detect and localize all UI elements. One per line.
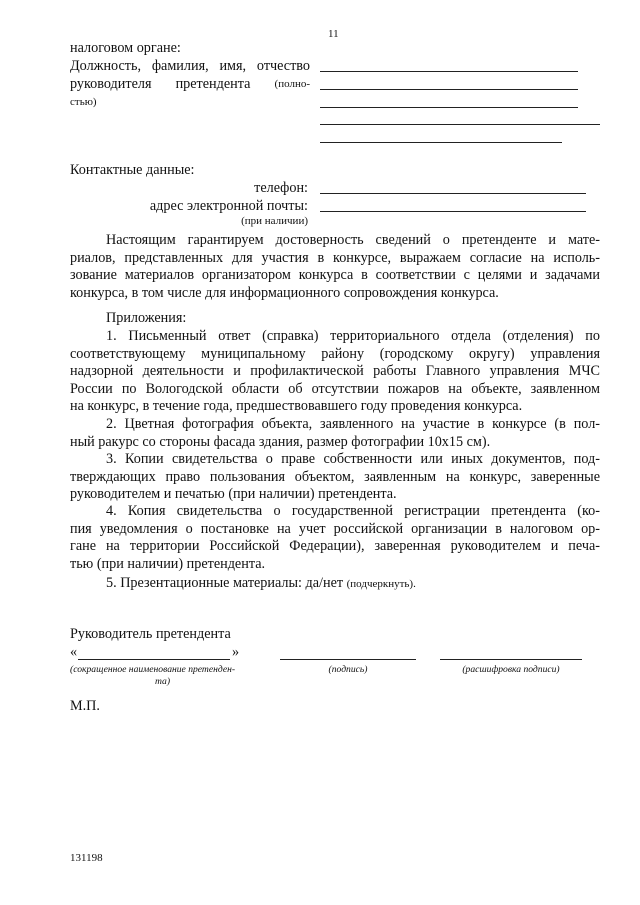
attachment-line: тью (при наличии) претендента. xyxy=(70,555,266,572)
caption-decode: (расшифровка подписи) xyxy=(462,664,560,675)
fill-line-position-5 xyxy=(320,142,562,143)
fill-line-position-3 xyxy=(320,107,578,108)
email-label: адрес электронной почты: xyxy=(149,198,308,214)
guarantee-line: риалов, представленных для участия в конкурсе, выражаем согласие на исполь- xyxy=(70,249,600,266)
phone-label: телефон: xyxy=(254,180,308,196)
position-label-word2: претендента xyxy=(175,76,251,92)
phone-fill-line xyxy=(320,193,586,194)
attachment-line: 3. Копии свидетельства о праве собственности или иных документов, под- xyxy=(106,451,600,467)
position-label-word1: руководителя xyxy=(70,76,152,92)
fill-line-position-2 xyxy=(320,89,578,90)
tax-authority-line: налоговом органе: xyxy=(70,40,181,56)
signature-fill-line xyxy=(280,659,416,660)
attachment-item-2 xyxy=(70,416,600,451)
attachment-item-5-text: 5. Презентационные материалы: да/нет xyxy=(106,575,344,591)
attachment-item-1 xyxy=(70,328,600,416)
attachment-line: пия уведомления о постановке на учет российской организации в налоговом ор- xyxy=(70,520,600,537)
signature-title: Руководитель претендента xyxy=(70,626,231,642)
quote-open: « xyxy=(70,644,78,660)
position-label-line1: Должность, фамилия, имя, отчество xyxy=(70,58,310,74)
quote-close: » xyxy=(232,644,240,660)
page-number: 11 xyxy=(328,28,339,40)
attachment-line: на конкурс, в течение года, предшествовавшего году проведения конкурса. xyxy=(70,398,523,415)
guarantee-paragraph xyxy=(70,232,600,302)
caption-org-name-1: (сокращенное наименование претенден- xyxy=(70,664,236,675)
attachment-line: ный ракурс со стороны фасада здания, размер фотографии 10х15 см). xyxy=(70,433,491,450)
attachment-item-3 xyxy=(70,451,600,504)
org-name-fill-line xyxy=(78,659,230,660)
guarantee-line: зование материалов организатором конкурса в соответствии с целями и задачами xyxy=(70,267,600,284)
attachment-line: тверждающих право пользования объектом, заявленным на конкурс, заверенные xyxy=(70,468,600,485)
footer-code: 131198 xyxy=(70,852,103,864)
attachment-line: руководителем и печатью (при наличии) претендента. xyxy=(70,486,397,503)
attachments-title: Приложения: xyxy=(106,310,187,326)
attachment-line: 4. Копия свидетельства о государственной регистрации претендента (ко- xyxy=(106,503,600,519)
attachment-item-4 xyxy=(70,503,600,573)
attachment-item-5-note: (подчеркнуть). xyxy=(346,578,416,590)
attachment-line: 2. Цветная фотография объекта, заявленного на участие в конкурсе (в пол- xyxy=(106,416,600,432)
attachment-line: гане на территории Российской Федерации), заверенная руководителем и печа- xyxy=(70,538,600,555)
email-fill-line xyxy=(320,211,586,212)
attachment-line: России по Вологодской области об отсутствии пожаров на объекте, заявленном xyxy=(70,380,600,397)
contacts-title: Контактные данные: xyxy=(70,162,195,178)
email-note: (при наличии) xyxy=(241,215,308,227)
position-label-line3: стью) xyxy=(70,96,97,108)
position-label-line2 xyxy=(70,76,310,94)
decode-fill-line xyxy=(440,659,582,660)
caption-signature: (подпись) xyxy=(328,664,368,675)
guarantee-line: Настоящим гарантируем достоверность сведений о претенденте и мате- xyxy=(106,232,600,248)
attachment-line: 1. Письменный ответ (справка) территориального отдела (отделения) по xyxy=(106,328,600,344)
attachment-line: соответствующему муниципальному району (городскому округу) управления xyxy=(70,345,600,362)
attachment-line: надзорной деятельности и профилактической работы Главного управления МЧС xyxy=(70,363,600,380)
guarantee-line: конкурса, в том числе для информационного сопровождения конкурса. xyxy=(70,284,499,301)
attachment-item-5 xyxy=(106,575,416,593)
fill-line-position-1 xyxy=(320,71,578,72)
caption-org-name-2: та) xyxy=(155,676,171,687)
stamp-place: М.П. xyxy=(70,698,100,714)
fill-line-position-4 xyxy=(320,124,600,125)
position-label-word3: (полно- xyxy=(274,78,310,90)
